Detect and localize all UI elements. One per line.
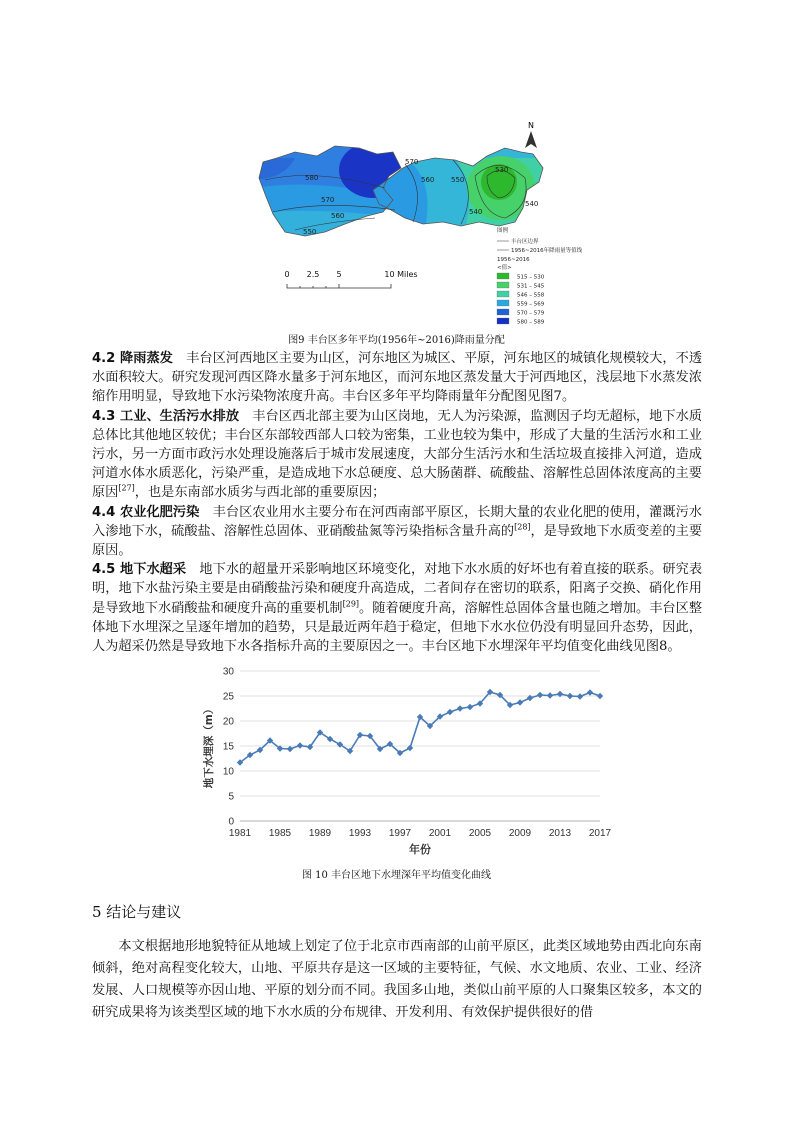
svg-text:图例: 图例 (497, 228, 509, 234)
x-tick-label: 1989 (308, 828, 332, 839)
svg-text:1956~2016: 1956~2016 (497, 257, 530, 263)
citation: [28] (514, 522, 531, 532)
data-point (587, 689, 593, 695)
contour-label: 530 (495, 166, 509, 174)
legend-label: 531 – 545 (517, 283, 545, 290)
contour-label: 560 (421, 176, 435, 184)
legend-label: 570 – 579 (517, 310, 545, 317)
section-text: 丰台区农业用水主要分布在河西南部平原区，长期大量的农业化肥的使用，灌溉污水入渗地下水，硫酸盐、溶解性总固体、亚硝酸盐氮等污染指标含量升高的 (92, 504, 703, 539)
legend-label: 546 – 558 (517, 292, 545, 299)
x-axis-label: 年份 (409, 843, 431, 856)
section-text: ，是导致地下水质变差的主要原因。 (92, 523, 703, 559)
section-text: 地下水的超量开采影响地区环境变化，对地下水水质的好坏也有着直接的联系。研究表明，地下水盐污染主要是由硝酸盐污染和硬度升高造成，二者间存在密切的联系，阳离子交换、硝化作用是导致地下水硝酸盐和硬度升高的重要机制 (92, 562, 703, 616)
scale-label: 2.5 (306, 270, 320, 279)
x-tick-label: 2001 (428, 828, 452, 839)
figure-10-caption: 图 10 丰台区地下水埋深年平均值变化曲线 (301, 870, 492, 881)
data-point (597, 693, 603, 699)
citation: [27] (118, 484, 135, 494)
y-tick-label: 15 (222, 741, 234, 753)
x-tick-label: 1997 (388, 828, 412, 839)
contour-label: 550 (451, 176, 465, 184)
legend-swatch (497, 318, 509, 324)
citation: [29] (342, 599, 360, 609)
contour-label: 550 (303, 228, 317, 236)
x-tick-label: 2013 (548, 828, 572, 839)
y-tick-label: 25 (222, 691, 234, 703)
data-point (537, 692, 543, 698)
conclusion-paragraph: 本文根据地形地貌特征从地域上划定了位于北京市西南部的山前平原区，此类区域地势由西北向东南倾斜，绝对高程变化较大，山地、平原共存是这一区域的主要特征，气候、水文地质、农业、工业、经济发展、人口规模等亦因山地、平原的划分而不同。我国多山地，类似山前平原的人口聚集区较多，本文的研究成果将为该类型区域的地下水水质的分布规律、开发利用、有效保护提供很好的借 (92, 939, 702, 1020)
section-4-5 (92, 560, 702, 656)
rainfall-map (255, 118, 583, 338)
section-text: 丰台区河西地区主要为山区，河东地区为城区、平原，河东地区的城镇化规模较大，不透水面积较大。研究发现河西区降水量多于河东地区，而河东地区蒸发量大于河西地区，浅层地下水蒸发浓缩作用明显，导致地下水污染物浓度升高。丰台区多年平均降雨量年分配图见图7。 (92, 351, 703, 405)
section-4-3 (92, 407, 702, 503)
figure-9-caption: 图9 丰台区多年平均(1956年~2016)降雨量分配 (288, 335, 505, 346)
svg-text:丰台区边界: 丰台区边界 (511, 239, 539, 245)
data-point (447, 709, 453, 715)
chart-svg (200, 663, 610, 863)
section-text: 。随着硬度升高，溶解性总固体含量也随之增加。丰台区整体地下水埋深之呈逐年增加的趋势，只是最近两年趋于稳定，但地下水水位仍没有明显回升态势，因此，人为超采仍然是导致地下水各指标升高的主要原因之一。丰台区地下水埋深年平均值变化曲线见图8。 (92, 600, 703, 655)
x-tick-label: 2009 (508, 828, 532, 839)
y-tick-label: 20 (222, 716, 234, 728)
contour-label: 560 (331, 212, 345, 220)
x-tick-label: 2017 (588, 828, 612, 839)
x-tick-label: 2005 (468, 828, 492, 839)
contour-label: 540 (469, 208, 483, 216)
section-4-4 (92, 503, 702, 561)
conclusion-text (92, 936, 702, 1024)
contour-label: 570 (405, 158, 419, 166)
y-tick-label: 10 (222, 766, 234, 778)
body-text (92, 349, 702, 656)
scale-bar (284, 270, 417, 288)
legend-label: 580 – 589 (517, 319, 545, 326)
data-point (297, 742, 303, 748)
data-point (467, 704, 473, 710)
map-legend (497, 226, 583, 326)
section-heading: 4.2 降雨蒸发 (92, 351, 173, 366)
contour-label: 570 (321, 196, 335, 204)
groundwater-depth-chart (200, 663, 610, 863)
section-text: 丰台区西北部主要为山区岗地，无人为污染源，监测因子均无超标，地下水质总体比其他地区较优；丰台区东部较西部人口较为密集，工业也较为集中，形成了大量的生活污水和工业污水，另一方面市政污水处理设施落后于城市发展速度，大部分生活污水和生活垃圾直接排入河道，造成河道水体水质恶化，污染严重，是造成地下水总硬度、总大肠菌群、硫酸盐、溶解性总固体浓度高的主要原因 (92, 408, 703, 501)
svg-text:N: N (528, 121, 534, 130)
x-tick-label: 1993 (348, 828, 372, 839)
scale-label: 5 (336, 270, 342, 279)
y-tick-label: 0 (228, 816, 234, 828)
scale-label: 0 (284, 270, 290, 279)
y-axis-label: 地下水埋深（m） (203, 703, 215, 789)
section-heading: 4.3 工业、生活污水排放 (92, 408, 240, 424)
contour-label: 580 (305, 174, 319, 182)
data-point (567, 693, 573, 699)
data-point (577, 693, 583, 699)
legend-swatch (497, 291, 509, 297)
conclusion-heading: 5 结论与建议 (92, 903, 182, 921)
y-tick-label: 5 (228, 791, 234, 803)
section-text: ，也是东南部水质劣与西北部的重要原因； (134, 485, 386, 501)
section-heading: 4.5 地下水超采 (92, 562, 187, 578)
section-4-2 (92, 349, 702, 407)
legend-label: 515 – 530 (517, 274, 545, 281)
x-tick-label: 1981 (228, 828, 252, 839)
scale-label: 10 Miles (384, 270, 418, 279)
data-point (517, 699, 523, 705)
rainfall-map-figure (255, 118, 583, 338)
contour-label: 540 (525, 200, 539, 208)
x-tick-label: 1985 (268, 828, 292, 839)
legend-label: 559 – 569 (517, 301, 545, 308)
data-point (547, 692, 553, 698)
series-line (240, 692, 600, 763)
north-arrow-icon (525, 121, 537, 148)
legend-swatch (497, 273, 509, 279)
legend-swatch (497, 282, 509, 288)
svg-text:<值>: <值> (497, 265, 512, 271)
legend-swatch (497, 300, 509, 306)
svg-text:1956~2016年降雨量等值线: 1956~2016年降雨量等值线 (511, 248, 583, 254)
section-heading: 4.4 农业化肥污染 (92, 504, 200, 520)
data-point (287, 746, 293, 752)
data-point (457, 705, 463, 711)
y-tick-label: 30 (222, 666, 234, 678)
legend-swatch (497, 309, 509, 315)
